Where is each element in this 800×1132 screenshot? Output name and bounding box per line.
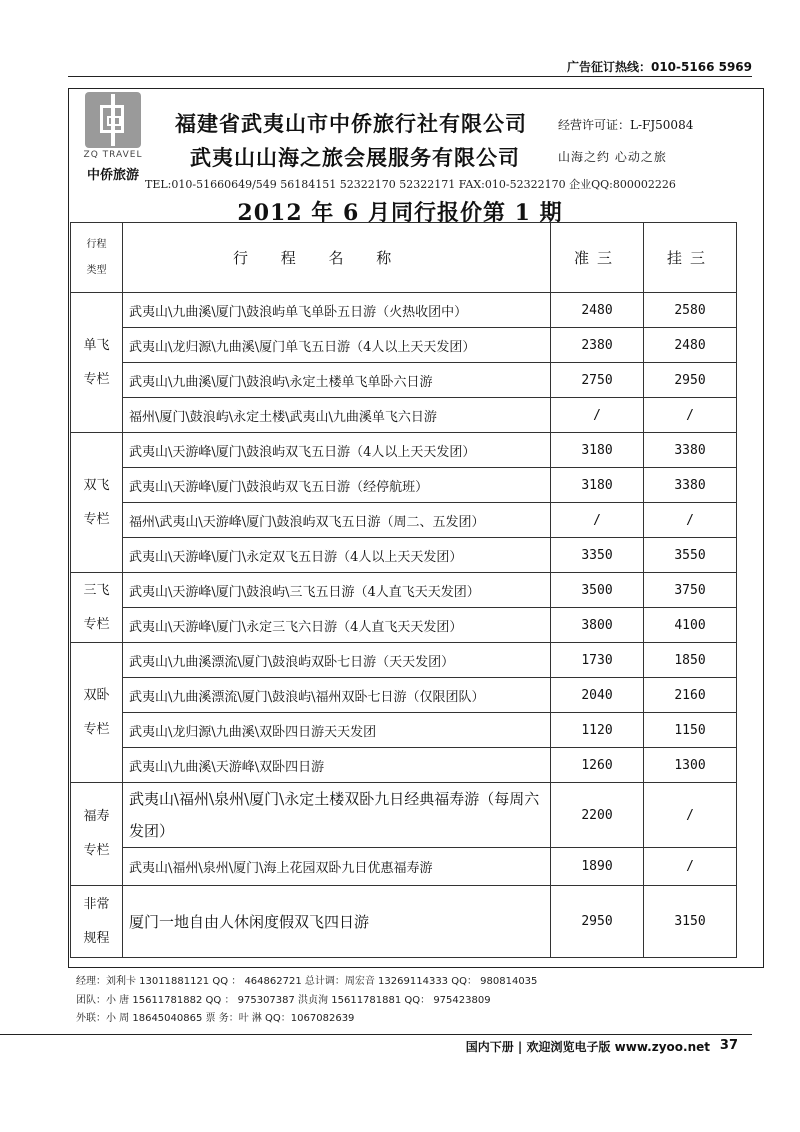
price-listed: 3550 (644, 538, 737, 573)
table-row (71, 608, 737, 643)
price-standard: 3180 (551, 468, 644, 503)
page-title: 2012 年 6 月同行报价第 1 期 (237, 200, 563, 226)
route-name: 武夷山\福州\泉州\厦门\海上花园双卧九日优惠福寿游 (123, 848, 551, 886)
footer-contact-3: 外联：小 周 18645040865 票 务：叶 淋 QQ：1067082639 (76, 1013, 355, 1024)
price-standard: / (551, 398, 644, 433)
route-name: 福州\武夷山\天游峰\厦门\鼓浪屿双飞五日游（周二、五发团） (123, 503, 551, 538)
price-standard: 1120 (551, 713, 644, 748)
price-listed: 4100 (644, 608, 737, 643)
price-standard: 2750 (551, 363, 644, 398)
price-listed: 1150 (644, 713, 737, 748)
route-name: 武夷山\九曲溪\厦门\鼓浪屿单飞单卧五日游（火热收团中） (123, 293, 551, 328)
company-name-1: 福建省武夷山市中侨旅行社有限公司 (175, 111, 527, 136)
table-row (71, 886, 737, 958)
header-price-2: 挂三 (644, 223, 737, 293)
route-category: 福寿 专栏 (71, 783, 123, 886)
route-name: 武夷山\天游峰\厦门\鼓浪屿\三飞五日游（4人直飞天天发团） (123, 573, 551, 608)
bottom-divider (0, 1034, 752, 1035)
route-name: 武夷山\龙归源\九曲溪\厦门单飞五日游（4人以上天天发团） (123, 328, 551, 363)
table-row (71, 293, 737, 328)
header-price-1: 准三 (551, 223, 644, 293)
table-header-row (71, 223, 737, 293)
route-name: 武夷山\天游峰\厦门\鼓浪屿双飞五日游（4人以上天天发团） (123, 433, 551, 468)
price-listed: 2580 (644, 293, 737, 328)
price-listed: / (644, 848, 737, 886)
price-listed: / (644, 783, 737, 848)
price-standard: 3180 (551, 433, 644, 468)
contact-line: TEL:010-51660649/549 56184151 52322170 52322171 FAX:010-52322170 企业QQ:800002226 (145, 178, 676, 191)
ad-hotline: 广告征订热线：010-5166 5969 (566, 60, 752, 74)
price-listed: 1300 (644, 748, 737, 783)
company-logo (82, 92, 144, 186)
table-row (71, 328, 737, 363)
price-standard: / (551, 503, 644, 538)
table-row (71, 748, 737, 783)
bottom-banner: 国内下册 | 欢迎浏览电子版 www.zyoo.net (465, 1040, 710, 1054)
route-category: 非常 规程 (71, 886, 123, 958)
price-listed: 3750 (644, 573, 737, 608)
route-name: 武夷山\九曲溪\厦门\鼓浪屿\永定土楼单飞单卧六日游 (123, 363, 551, 398)
price-listed: 2950 (644, 363, 737, 398)
route-category: 单飞 专栏 (71, 293, 123, 433)
company-name-2: 武夷山山海之旅会展服务有限公司 (190, 145, 520, 170)
price-listed: 1850 (644, 643, 737, 678)
slogan: 山海之约 心动之旅 (558, 150, 667, 164)
route-name: 武夷山\龙归源\九曲溪\双卧四日游天天发团 (123, 713, 551, 748)
top-divider (68, 76, 752, 77)
price-listed: 3380 (644, 433, 737, 468)
price-listed: / (644, 503, 737, 538)
table-row (71, 678, 737, 713)
logo-english: ZQ TRAVEL (83, 150, 143, 160)
table-row (71, 643, 737, 678)
price-standard: 1890 (551, 848, 644, 886)
price-standard: 2950 (551, 886, 644, 958)
price-standard: 2200 (551, 783, 644, 848)
price-listed: 2480 (644, 328, 737, 363)
table-row (71, 398, 737, 433)
route-name: 厦门一地自由人休闲度假双飞四日游 (123, 886, 551, 958)
route-name: 武夷山\九曲溪漂流\厦门\鼓浪屿双卧七日游（天天发团） (123, 643, 551, 678)
route-name: 武夷山\福州\泉州\厦门\永定土楼双卧九日经典福寿游（每周六发团） (123, 783, 551, 848)
footer-contact-1: 经理：刘利卡 13011881121 QQ ： 464862721 总计调：周宏音 13269114333 QQ： 980814035 (76, 976, 538, 987)
header-route-name: 行 程 名 称 (123, 223, 551, 293)
footer-contact-2: 团队：小 唐 15611781882 QQ ： 975307387 洪贞洵 15611781881 QQ： 975423809 (76, 995, 491, 1006)
table-row (71, 848, 737, 886)
route-category: 三飞 专栏 (71, 573, 123, 643)
table-row (71, 713, 737, 748)
price-standard: 3500 (551, 573, 644, 608)
logo-chinese: 中侨旅游 (86, 168, 139, 183)
table-row (71, 573, 737, 608)
table-row (71, 433, 737, 468)
page-number: 37 (719, 1038, 738, 1053)
price-standard: 2480 (551, 293, 644, 328)
price-standard: 1730 (551, 643, 644, 678)
price-standard: 2040 (551, 678, 644, 713)
business-license: 经营许可证：L-FJ50084 (558, 118, 694, 132)
table-row (71, 363, 737, 398)
price-standard: 2380 (551, 328, 644, 363)
table-row (71, 783, 737, 848)
route-name: 武夷山\天游峰\厦门\永定双飞五日游（4人以上天天发团） (123, 538, 551, 573)
route-category: 双飞 专栏 (71, 433, 123, 573)
route-name: 武夷山\天游峰\厦门\永定三飞六日游（4人直飞天天发团） (123, 608, 551, 643)
route-name: 武夷山\九曲溪漂流\厦门\鼓浪屿\福州双卧七日游（仅限团队） (123, 678, 551, 713)
logo-mark-icon (85, 92, 141, 148)
price-listed: 3380 (644, 468, 737, 503)
price-standard: 1260 (551, 748, 644, 783)
price-standard: 3800 (551, 608, 644, 643)
header-route-type: 行程 类型 (71, 223, 123, 293)
price-listed: 3150 (644, 886, 737, 958)
price-standard: 3350 (551, 538, 644, 573)
route-name: 武夷山\九曲溪\天游峰\双卧四日游 (123, 748, 551, 783)
price-table (70, 222, 737, 958)
table-row (71, 503, 737, 538)
route-name: 武夷山\天游峰\厦门\鼓浪屿双飞五日游（经停航班） (123, 468, 551, 503)
route-name: 福州\厦门\鼓浪屿\永定土楼\武夷山\九曲溪单飞六日游 (123, 398, 551, 433)
table-row (71, 538, 737, 573)
price-listed: / (644, 398, 737, 433)
table-row (71, 468, 737, 503)
price-listed: 2160 (644, 678, 737, 713)
route-category: 双卧 专栏 (71, 643, 123, 783)
